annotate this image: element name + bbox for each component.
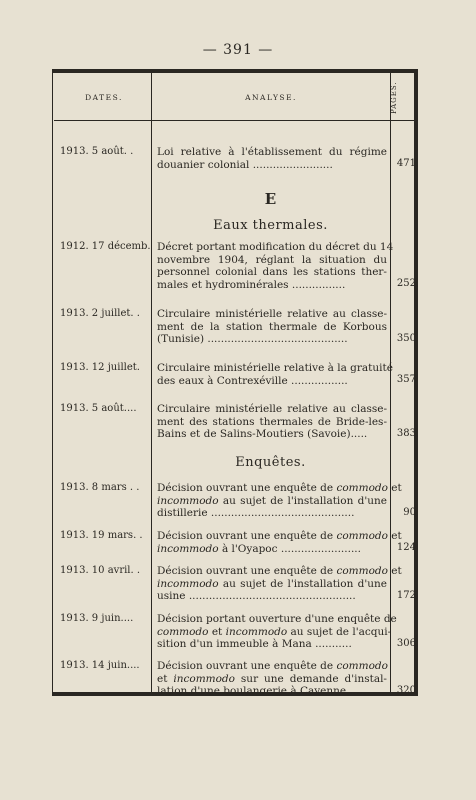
row-analysis: [157, 403, 387, 441]
header-rule: [54, 120, 414, 121]
row-line: personnel colonial dans les stations ther-: [157, 266, 387, 278]
row-date: 1913. 5 août. .: [60, 146, 134, 157]
latin-term: commodo: [157, 625, 209, 638]
row-analysis: [157, 362, 393, 387]
row-line: lation d'une boulangerie à Cayenne......: [157, 685, 367, 697]
row-page: 252: [396, 278, 416, 289]
row-page: 124: [396, 542, 416, 553]
row-page: 357: [396, 374, 416, 385]
row-line: males et hydrominérales ................: [157, 278, 346, 291]
row-page: 172: [396, 590, 416, 601]
row-date: 1913. 2 juillet. .: [60, 308, 140, 319]
row-line: Circulaire ministérielle relative au classe-: [157, 403, 387, 415]
row-line: Décision ouvrant une enquête de commodo et: [157, 530, 402, 542]
row-page: 320: [396, 685, 416, 696]
row-date: 1913. 9 juin....: [60, 613, 134, 624]
row-date: 1913. 12 juillet.: [60, 362, 140, 373]
row-line: ment de la station thermale de Korbous: [157, 320, 387, 333]
row-analysis: [157, 146, 387, 171]
section-heading-eaux: Eaux thermales.: [213, 218, 328, 233]
header-pages: PAGES.: [390, 81, 398, 115]
latin-term: commodo: [336, 565, 388, 577]
page-number: — 391 —: [202, 42, 274, 58]
row-line: incommodo au sujet de l'installation d'une: [157, 494, 387, 507]
row-page: 306: [396, 638, 416, 649]
row-line: (Tunisie) ..........................................: [157, 333, 348, 345]
row-line: commodo et incommodo au sujet de l'acqui-: [157, 625, 392, 638]
row-date: 1913. 14 juin....: [60, 660, 140, 671]
row-line: et incommodo sur une demande d'instal-: [157, 672, 387, 685]
latin-term: commodo: [336, 660, 388, 672]
header-dates: DATES.: [85, 93, 123, 102]
row-line: incommodo au sujet de l'installation d'une: [157, 577, 387, 590]
header-analyse: ANALYSE.: [245, 93, 297, 102]
row-date: 1912. 17 décemb.: [60, 241, 151, 252]
latin-term: incommodo: [157, 494, 219, 507]
row-page: 383: [396, 428, 416, 439]
row-analysis: [157, 241, 394, 291]
row-line: ment des stations thermales de Bride-les-: [157, 415, 387, 428]
row-line: Bains et de Salins-Moutiers (Savoie).....: [157, 428, 368, 440]
section-heading-enquetes: Enquêtes.: [235, 455, 306, 470]
row-analysis: [157, 660, 387, 698]
row-analysis: [157, 308, 387, 346]
row-line: douanier colonial ........................: [157, 158, 333, 171]
latin-term: commodo: [336, 482, 388, 494]
latin-term: commodo: [336, 530, 388, 542]
row-line: Circulaire ministérielle relative à la gratuité: [157, 362, 393, 374]
row-analysis: [157, 565, 402, 603]
row-page: 90: [403, 507, 416, 518]
row-line: usine ..................................................: [157, 590, 356, 602]
latin-term: incommodo: [157, 577, 219, 590]
row-analysis: [157, 482, 402, 520]
row-line: distillerie ...........................................: [157, 507, 355, 519]
row-date: 1913. 5 août....: [60, 403, 137, 414]
row-line: sition d'un immeuble à Mana ...........: [157, 638, 352, 650]
section-letter: E: [264, 190, 277, 208]
row-line: des eaux à Contrexéville .................: [157, 374, 348, 387]
row-analysis: [157, 613, 397, 651]
row-analysis: [157, 530, 402, 555]
row-line: Décision ouvrant une enquête de commodo et: [157, 565, 402, 577]
row-date: 1913. 10 avril. .: [60, 565, 141, 576]
column-divider-dates: [151, 73, 152, 692]
row-page: 350: [396, 333, 416, 344]
row-date: 1913. 8 mars . .: [60, 482, 140, 493]
latin-term: incommodo: [173, 672, 235, 685]
row-line: Décision ouvrant une enquête de commodo et: [157, 482, 402, 494]
row-line: Décision ouvrant une enquête de commodo: [157, 660, 388, 672]
row-line: Décision portant ouverture d'une enquête de: [157, 613, 397, 625]
row-line: Circulaire ministérielle relative au classe-: [157, 308, 387, 320]
row-line: incommodo à l'Oyapoc ........................: [157, 542, 361, 555]
latin-term: incommodo: [157, 542, 219, 555]
row-line: novembre 1904, réglant la situation du: [157, 253, 387, 266]
row-line: Loi relative à l'établissement du régime: [157, 146, 387, 158]
row-page: 471: [396, 158, 416, 169]
latin-term: incommodo: [225, 625, 288, 638]
row-date: 1913. 19 mars. .: [60, 530, 143, 541]
row-line: Décret portant modification du décret du 14: [157, 241, 394, 253]
